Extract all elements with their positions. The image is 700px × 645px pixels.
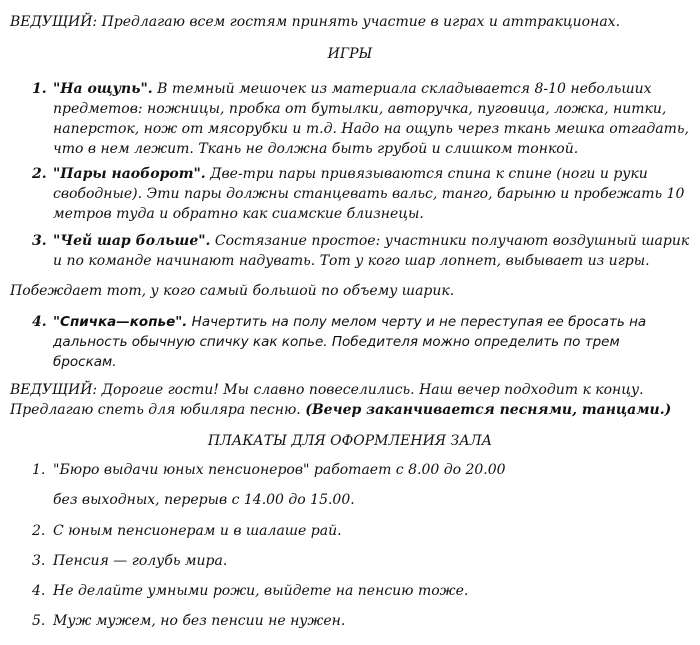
poster-number: 2. [32,523,46,539]
poster-text: Муж мужем, но без пенсии не нужен. [53,613,346,629]
game-number: 1. [32,81,47,97]
game-text-line: что в нем лежит. Ткань не должна быть грубой и слишком тонкой. [53,141,579,157]
game-text-line: дальность обычную спичку как копье. Победителя можно определить по трем [53,334,620,350]
poster-number: 4. [32,583,46,599]
game-text-line: Две-три пары привязываются спина к спине (ноги и руки [205,166,648,182]
posters-heading: ПЛАКАТЫ ДЛЯ ОФОРМЛЕНИЯ ЗАЛА [207,433,493,449]
game-text-line: Состязание простое: участники получают воздушный шарик [210,233,690,249]
closing-line-1: ВЕДУЩИЙ: Дорогие гости! Мы славно повеселились. Наш вечер подходит к концу. [10,382,644,398]
poster-number: 5. [32,613,46,629]
poster-text: без выходных, перерыв с 14.00 до 15.00. [53,492,355,508]
game-text-line: броскам. [53,354,117,370]
closing-bold-text: (Вечер заканчивается песнями, танцами.) [305,402,672,418]
poster-number: 3. [32,553,46,569]
games-heading: ИГРЫ [327,46,373,62]
game-text-line: предметов: ножницы, пробка от бутылки, авторучка, пуговица, ложка, нитки, [53,101,667,117]
game-text-line: метров туда и обратно как сиамские близнецы. [53,206,424,222]
closing-line-2 [10,400,700,421]
game-number: 4. [32,314,47,330]
game-title: "Пары наоборот". [53,166,206,182]
intro-lead: ВЕДУЩИЙ: Предлагаю всем гостям принять участие в играх и аттракционах. [10,14,621,30]
poster-text: Пенсия — голубь мира. [53,553,228,569]
game-title: "Спичка—копье". [53,314,188,330]
game-text-line: Начертить на полу мелом черту и не переступая ее бросать на [187,314,647,330]
game-text-line: В темный мешочек из материала складывается 8-10 небольших [152,81,652,97]
winner-note: Побеждает тот, у кого самый большой по объему шарик. [10,283,455,299]
poster-text: С юным пенсионерам и в шалаше рай. [53,523,342,539]
game-number: 2. [32,166,47,182]
game-text-line: и по команде начинают надувать. Тот у кого шар лопнет, выбывает из игры. [53,253,650,269]
poster-text: "Бюро выдачи юных пенсионеров" работает с 8.00 до 20.00 [53,462,506,478]
game-title: "На ощупь". [53,81,153,97]
game-text-line: свободные). Эти пары должны станцевать вальс, танго, барыню и пробежать 10 [53,186,685,202]
poster-text: Не делайте умными рожи, выйдете на пенсию тоже. [53,583,469,599]
closing-text: Предлагаю спеть для юбиляра песню. [10,402,306,418]
game-text-line: наперсток, нож от мясорубки и т.д. Надо на ощупь через ткань мешка отгадать, [53,121,689,137]
poster-number: 1. [32,462,46,478]
game-number: 3. [32,233,47,249]
game-title: "Чей шар больше". [53,233,211,249]
